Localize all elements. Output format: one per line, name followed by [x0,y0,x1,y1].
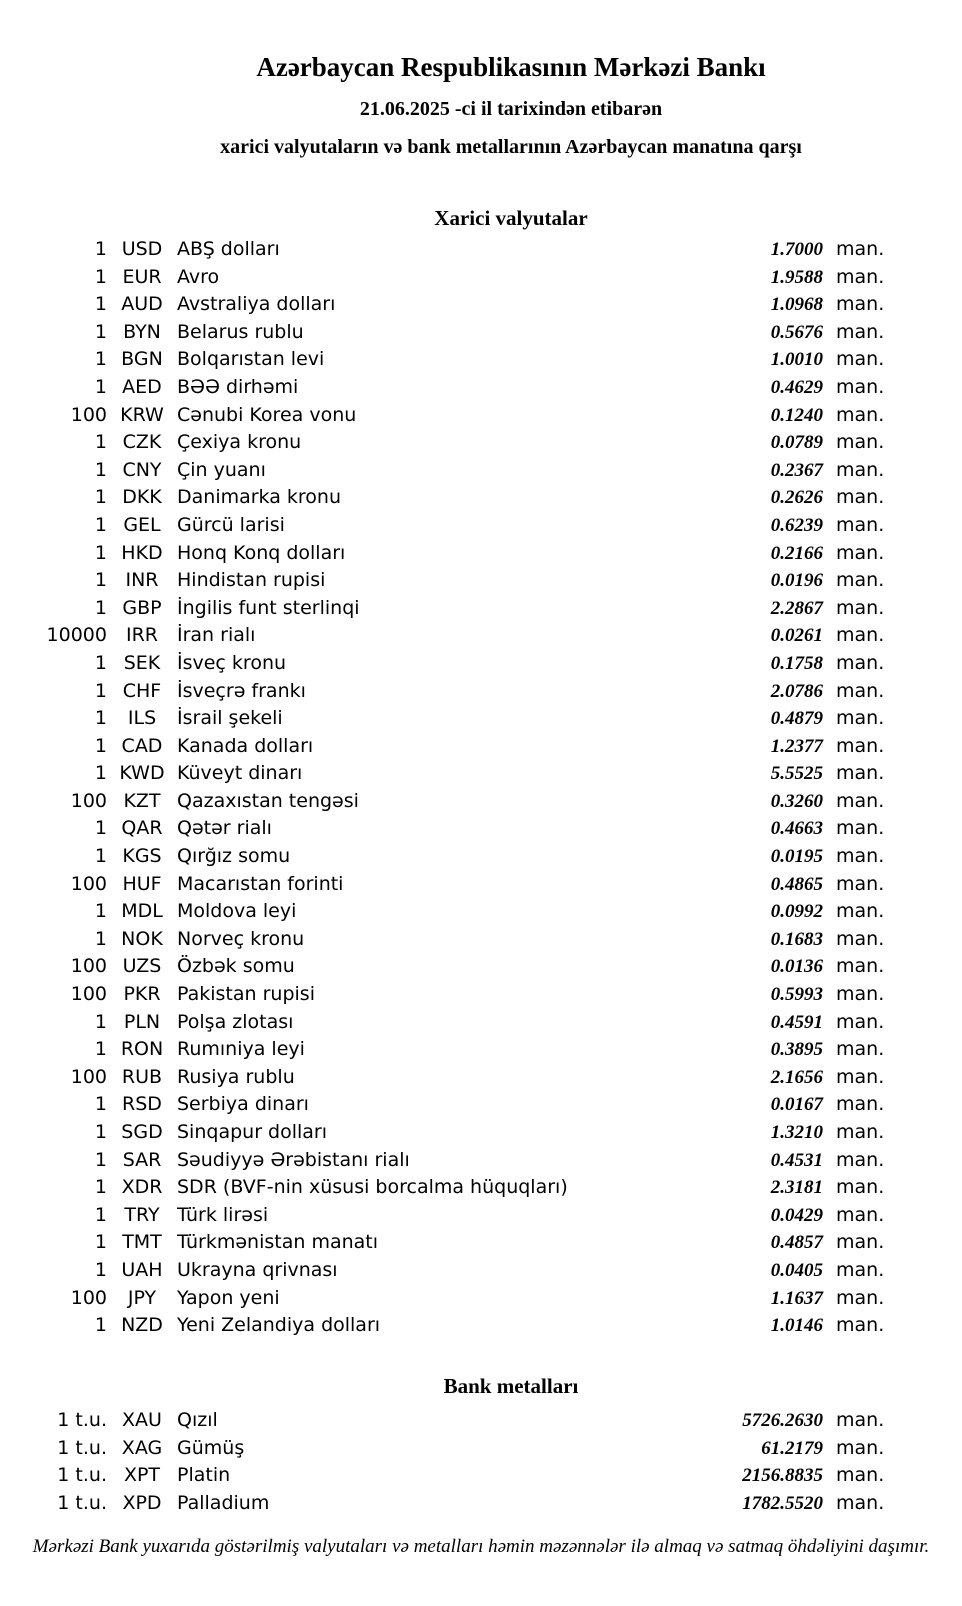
currency-code-cell: CNY [122,458,162,481]
currency-rate-row [0,898,962,926]
rate-value-cell: 0.0789 [770,432,823,454]
unit-label-cell: man. [836,651,885,674]
metal-name-cell: Gümüş [177,1436,245,1459]
rate-value-cell: 0.2367 [770,459,823,481]
quantity-cell: 1 [94,320,107,343]
unit-label-cell: man. [836,845,885,868]
currency-rate-row [0,567,962,595]
unit-label-cell: man. [836,789,885,812]
unit-label-cell: man. [836,293,885,316]
unit-label-cell: man. [836,375,885,398]
currency-code-cell: UAH [121,1258,163,1281]
rate-value-cell: 0.5676 [770,321,823,343]
unit-label-cell: man. [836,1464,885,1487]
quantity-cell: 1 [94,238,107,260]
metal-rates-table [0,1407,962,1517]
currency-rate-row [0,953,962,981]
currency-code-cell: GEL [123,513,161,536]
unit-label-cell: man. [836,486,885,509]
currency-name-cell: Macarıstan forinti [177,872,344,895]
currency-rate-row [0,1064,962,1092]
currency-name-cell: ABŞ dolları [177,238,280,260]
currency-rate-row [0,512,962,540]
currency-name-cell: Türk lirəsi [177,1203,269,1226]
quantity-cell: 1 [94,513,107,536]
currency-name-cell: Sinqapur dolları [177,1121,328,1143]
quantity-cell: 1 [94,1093,107,1116]
currency-name-cell: İran rialı [177,624,256,647]
currency-name-cell: Rumıniya leyi [177,1038,305,1061]
quantity-cell: 1 [94,1258,107,1281]
rate-value-cell: 0.1758 [770,652,823,674]
currency-name-cell: Bolqarıstan levi [177,348,325,371]
currency-rate-row [0,1285,962,1313]
currency-rate-row [0,843,962,871]
currency-code-cell: PKR [123,983,161,1006]
rate-value-cell: 1.3210 [770,1122,823,1143]
currency-code-cell: EUR [122,265,162,288]
quantity-cell: 1 [94,293,107,316]
currency-name-cell: İsveçrə frankı [177,679,306,702]
quantity-cell: 1 [94,845,107,868]
currency-rate-row [0,981,962,1009]
metal-code-cell: XPT [123,1464,161,1487]
currency-rate-row [0,733,962,761]
currency-rate-row [0,236,962,264]
metal-rate-row [0,1407,962,1435]
currency-code-cell: SAR [122,1148,162,1171]
unit-label-cell: man. [836,900,885,923]
currency-code-cell: NOK [121,927,163,950]
unit-label-cell: man. [836,403,885,426]
rate-value-cell: 61.2179 [761,1437,823,1459]
currency-code-cell: CAD [121,734,163,757]
currency-code-cell: DKK [122,486,162,509]
unit-label-cell: man. [836,348,885,371]
currency-rate-row [0,291,962,319]
rate-value-cell: 0.0429 [770,1204,823,1226]
unit-label-cell: man. [836,983,885,1006]
currency-name-cell: Serbiya dinarı [177,1093,309,1116]
rate-value-cell: 1.7000 [770,239,823,260]
metal-code-cell: XAU [122,1409,162,1431]
quantity-cell: 1 [94,1176,107,1199]
currency-name-cell: Avstraliya dolları [177,293,336,316]
currency-name-cell: Yapon yeni [177,1286,280,1309]
quantity-cell: 10000 [46,624,107,647]
rate-value-cell: 0.1683 [770,928,823,950]
quantity-cell: 1 [94,375,107,398]
metal-code-cell: XAG [121,1436,163,1459]
currency-name-cell: Polşa zlotası [177,1010,294,1033]
quantity-cell: 1 [94,541,107,564]
metal-rate-row [0,1435,962,1463]
quantity-cell: 1 [94,900,107,923]
rate-value-cell: 2156.8835 [742,1465,823,1487]
currency-name-cell: Özbək somu [177,955,295,978]
currency-code-cell: USD [121,238,163,260]
rate-value-cell: 2.3181 [770,1177,823,1199]
currency-name-cell: Moldova leyi [177,900,297,923]
obligation-footnote: Mərkəzi Bank yuxarıda göstərilmiş valyutaları və metalları həmin məzənnələr ilə almaq və satmaq öhdəliyini daşımır. [32,1536,930,1557]
quantity-cell: 100 [70,872,107,895]
rate-value-cell: 0.0195 [770,846,823,868]
unit-label-cell: man. [836,679,885,702]
quantity-cell: 1 [94,265,107,288]
rate-value-cell: 0.0196 [770,570,823,592]
unit-label-cell: man. [836,238,885,260]
unit-label-cell: man. [836,596,885,619]
rate-value-cell: 0.5993 [770,984,823,1006]
currency-code-cell: JPY [127,1286,157,1309]
unit-label-cell: man. [836,1286,885,1309]
currency-code-cell: UZS [122,955,162,978]
quantity-cell: 1 [94,348,107,371]
rate-value-cell: 1.1637 [770,1287,823,1309]
currency-code-cell: TRY [124,1203,160,1226]
currency-rate-row [0,815,962,843]
quantity-cell: 1 [94,1038,107,1061]
metal-code-cell: XPD [122,1491,162,1514]
currency-code-cell: INR [125,569,159,592]
quantity-cell: 100 [70,1065,107,1088]
currency-code-cell: CHF [122,679,162,702]
currency-rate-row [0,1202,962,1230]
quantity-cell: 1 [94,707,107,730]
quantity-cell: 1 t.u. [57,1464,107,1487]
currency-rate-row [0,705,962,733]
rate-value-cell: 5726.2630 [742,1410,823,1431]
currency-code-cell: ILS [127,707,157,730]
rate-value-cell: 0.4663 [770,818,823,840]
quantity-cell: 1 [94,1010,107,1033]
currency-code-cell: PLN [123,1010,161,1033]
currency-rate-row [0,346,962,374]
quantity-cell: 1 t.u. [57,1409,107,1431]
rate-value-cell: 2.2867 [770,597,823,619]
unit-label-cell: man. [836,1148,885,1171]
currency-rate-row [0,1119,962,1147]
rate-value-cell: 2.1656 [770,1066,823,1088]
quantity-cell: 1 [94,927,107,950]
rate-value-cell: 0.4865 [770,873,823,895]
currency-name-cell: Avro [177,265,220,288]
bank-metals-section-title: Bank metalları [443,1374,579,1398]
rate-value-cell: 0.4591 [770,1011,823,1033]
rate-value-cell: 0.3260 [770,790,823,812]
quantity-cell: 1 [94,651,107,674]
rate-value-cell: 1.0146 [770,1315,823,1337]
currency-code-cell: CZK [122,431,162,454]
unit-label-cell: man. [836,1176,885,1199]
currency-code-cell: KGS [122,845,162,868]
quantity-cell: 1 [94,1203,107,1226]
unit-label-cell: man. [836,624,885,647]
currency-code-cell: RUB [121,1065,163,1088]
currency-code-cell: KWD [119,762,165,785]
unit-label-cell: man. [836,1409,885,1431]
unit-label-cell: man. [836,1436,885,1459]
rate-value-cell: 0.0261 [770,625,823,647]
currency-code-cell: AUD [121,293,163,316]
currency-code-cell: AED [122,375,162,398]
metal-name-cell: Palladium [177,1491,270,1514]
quantity-cell: 100 [70,789,107,812]
rate-value-cell: 1782.5520 [742,1492,823,1514]
metal-name-cell: Qızıl [177,1409,218,1431]
unit-label-cell: man. [836,955,885,978]
currency-rate-row [0,1036,962,1064]
currency-rate-row [0,678,962,706]
quantity-cell: 1 [94,762,107,785]
rate-value-cell: 1.0010 [770,349,823,371]
rate-value-cell: 0.1240 [770,404,823,426]
currency-code-cell: HUF [122,872,162,895]
currency-code-cell: QAR [121,817,163,840]
currency-name-cell: Hindistan rupisi [177,569,326,592]
rate-value-cell: 0.4857 [770,1232,823,1254]
currency-rate-row [0,429,962,457]
rate-value-cell: 1.2377 [770,735,823,757]
unit-label-cell: man. [836,569,885,592]
quantity-cell: 1 [94,679,107,702]
currency-code-cell: KZT [123,789,161,812]
currency-rate-row [0,374,962,402]
currency-name-cell: İngilis funt sterlinqi [177,596,360,619]
unit-label-cell: man. [836,817,885,840]
rate-value-cell: 0.0992 [770,901,823,923]
currency-name-cell: Qırğız somu [177,845,291,868]
quantity-cell: 1 t.u. [57,1436,107,1459]
currency-rate-row [0,760,962,788]
quantity-cell: 1 [94,1231,107,1254]
unit-label-cell: man. [836,1258,885,1281]
currency-name-cell: Çexiya kronu [177,431,302,454]
currency-name-cell: Cənubi Korea vonu [177,403,357,426]
quantity-cell: 1 [94,1121,107,1143]
currency-rate-row [0,622,962,650]
currency-name-cell: Rusiya rublu [177,1065,295,1088]
rate-value-cell: 1.9588 [770,266,823,288]
rate-value-cell: 1.0968 [770,294,823,316]
rate-value-cell: 0.0405 [770,1259,823,1281]
unit-label-cell: man. [836,541,885,564]
currency-rate-row [0,484,962,512]
unit-label-cell: man. [836,1010,885,1033]
currency-rate-row [0,1229,962,1257]
currency-name-cell: SDR (BVF-nin xüsusi borcalma hüquqları) [177,1176,568,1199]
currency-rate-row [0,540,962,568]
currency-name-cell: Danimarka kronu [177,486,342,509]
currency-name-cell: Belarus rublu [177,320,304,343]
unit-label-cell: man. [836,1231,885,1254]
currency-name-cell: Pakistan rupisi [177,983,315,1006]
quantity-cell: 1 [94,817,107,840]
currency-code-cell: IRR [125,624,158,647]
currency-code-cell: BGN [121,348,163,371]
quantity-cell: 1 [94,1314,107,1337]
rate-value-cell: 0.2626 [770,487,823,509]
metal-rate-row [0,1490,962,1518]
currency-code-cell: SEK [123,651,161,674]
metal-rate-row [0,1462,962,1490]
currency-code-cell: RSD [122,1093,162,1116]
currency-rate-row [0,871,962,899]
currency-rate-row [0,595,962,623]
currency-rate-row [0,650,962,678]
quantity-cell: 1 [94,596,107,619]
quantity-cell: 100 [70,955,107,978]
rate-value-cell: 0.6239 [770,514,823,536]
unit-label-cell: man. [836,1038,885,1061]
unit-label-cell: man. [836,1065,885,1088]
currency-rate-row [0,1174,962,1202]
quantity-cell: 100 [70,403,107,426]
rate-value-cell: 0.3895 [770,1039,823,1061]
currency-code-cell: GBP [122,596,162,619]
currency-name-cell: Səudiyyə Ərəbistanı rialı [177,1148,410,1171]
quantity-cell: 100 [70,983,107,1006]
foreign-currencies-section-title: Xarici valyutalar [434,206,588,230]
currency-rate-row [0,402,962,430]
currency-code-cell: TMT [122,1231,162,1254]
rate-value-cell: 0.0167 [770,1094,823,1116]
quantity-cell: 1 [94,1148,107,1171]
currency-name-cell: Çin yuanı [177,458,266,481]
currency-rate-row [0,1009,962,1037]
unit-label-cell: man. [836,1491,885,1514]
quantity-cell: 1 t.u. [57,1491,107,1514]
quantity-cell: 100 [70,1286,107,1309]
unit-label-cell: man. [836,431,885,454]
bank-name-title: Azərbaycan Respublikasının Mərkəzi Bankı [256,52,766,82]
currency-code-cell: XDR [121,1176,163,1199]
unit-label-cell: man. [836,1093,885,1116]
currency-name-cell: İsrail şekeli [177,707,283,730]
unit-label-cell: man. [836,1203,885,1226]
currency-rate-row [0,788,962,816]
currency-name-cell: İsveç kronu [177,651,287,674]
currency-name-cell: Gürcü larisi [177,513,285,536]
unit-label-cell: man. [836,265,885,288]
rate-value-cell: 5.5525 [770,763,823,785]
currency-rate-row [0,1312,962,1340]
rate-value-cell: 0.0136 [770,956,823,978]
quantity-cell: 1 [94,458,107,481]
description-line: xarici valyutaların və bank metallarının Azərbaycan manatına qarşı [220,136,802,158]
currency-name-cell: Yeni Zelandiya dolları [177,1314,381,1337]
currency-name-cell: BƏƏ dirhəmi [177,375,299,398]
currency-code-cell: KRW [120,403,164,426]
unit-label-cell: man. [836,872,885,895]
currency-code-cell: MDL [121,900,163,923]
effective-date-line: 21.06.2025 -ci il tarixindən etibarən [359,98,663,120]
rate-value-cell: 0.2166 [770,542,823,564]
unit-label-cell: man. [836,320,885,343]
rate-value-cell: 2.0786 [770,680,823,702]
currency-name-cell: Honq Konq dolları [177,541,346,564]
currency-code-cell: NZD [121,1314,163,1337]
unit-label-cell: man. [836,927,885,950]
currency-name-cell: Norveç kronu [177,927,305,950]
unit-label-cell: man. [836,513,885,536]
currency-name-cell: Küveyt dinarı [177,762,303,785]
currency-name-cell: Türkmənistan manatı [177,1231,379,1254]
currency-code-cell: BYN [123,320,161,343]
currency-code-cell: SGD [121,1121,163,1143]
unit-label-cell: man. [836,734,885,757]
rate-value-cell: 0.4629 [770,376,823,398]
quantity-cell: 1 [94,486,107,509]
metal-name-cell: Platin [177,1464,231,1487]
currency-rate-row [0,1147,962,1175]
unit-label-cell: man. [836,707,885,730]
currency-code-cell: RON [120,1038,164,1061]
currency-rates-table [0,236,962,1340]
quantity-cell: 1 [94,431,107,454]
unit-label-cell: man. [836,458,885,481]
currency-rate-row [0,457,962,485]
currency-name-cell: Kanada dolları [177,734,314,757]
unit-label-cell: man. [836,1121,885,1143]
currency-rate-row [0,1257,962,1285]
currency-name-cell: Qazaxıstan tengəsi [177,789,359,812]
unit-label-cell: man. [836,762,885,785]
currency-name-cell: Ukrayna qrivnası [177,1258,338,1281]
unit-label-cell: man. [836,1314,885,1337]
quantity-cell: 1 [94,734,107,757]
currency-rate-row [0,1091,962,1119]
currency-rate-row [0,264,962,292]
quantity-cell: 1 [94,569,107,592]
currency-rate-row [0,319,962,347]
currency-name-cell: Qətər rialı [177,817,272,840]
rate-value-cell: 0.4531 [770,1149,823,1171]
rate-value-cell: 0.4879 [770,708,823,730]
currency-code-cell: HKD [121,541,163,564]
currency-rate-row [0,926,962,954]
